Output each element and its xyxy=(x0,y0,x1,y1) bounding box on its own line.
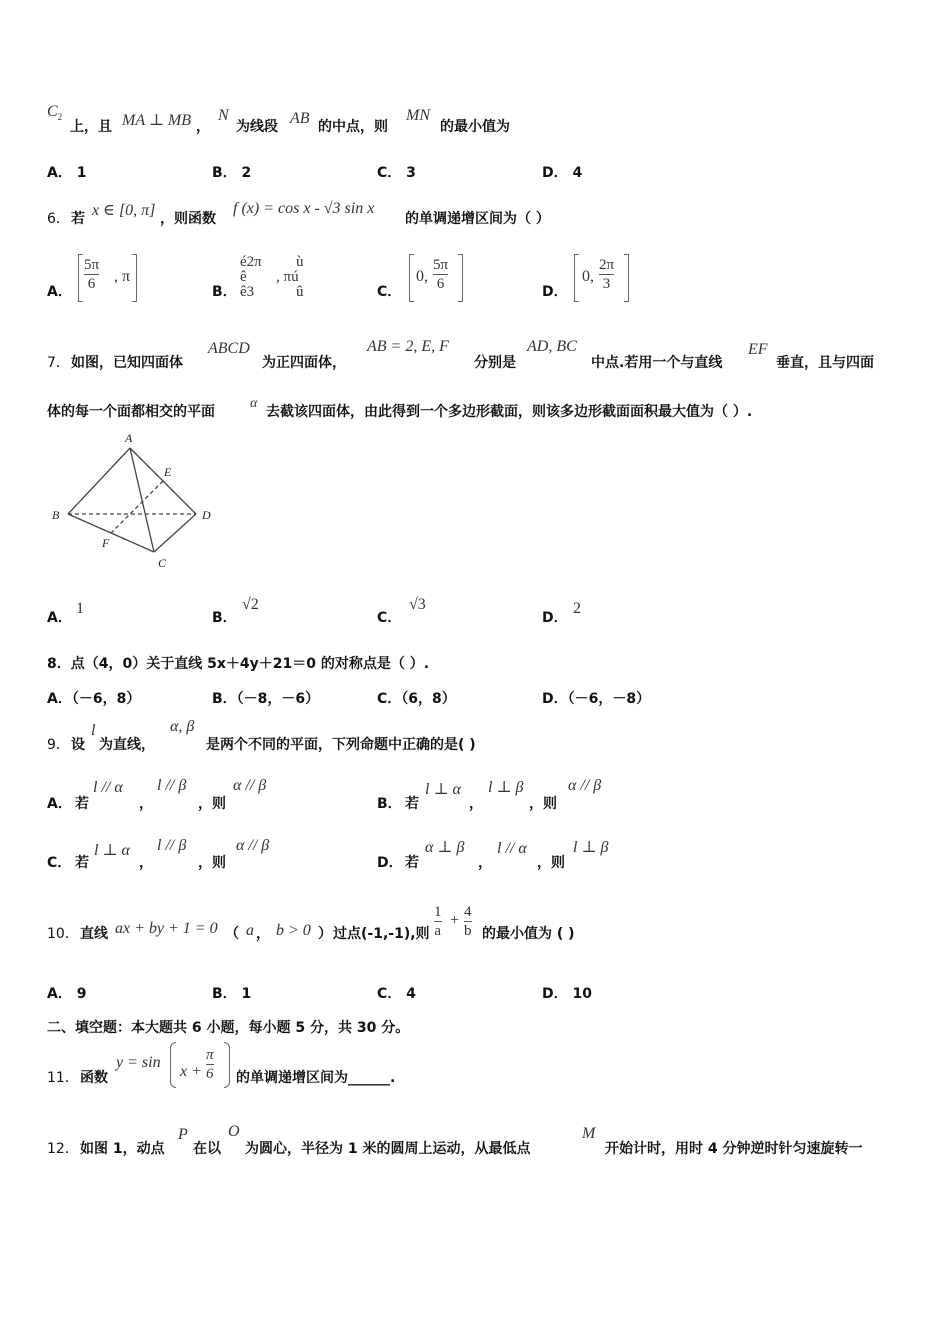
q5-comma: ， xyxy=(196,119,210,135)
q12-text-3: 为圆心，半径为 1 米的圆周上运动，从最低点 xyxy=(245,1141,531,1157)
q5-option-c[interactable]: C． 3 xyxy=(377,165,416,181)
label-f: F xyxy=(102,536,110,550)
q5-text-4: 的最小值为 xyxy=(440,119,510,135)
label-c: C xyxy=(158,556,167,570)
edge-cd xyxy=(154,514,196,552)
q5-text-3: 的中点，则 xyxy=(318,119,388,135)
q5-option-b[interactable]: B． 2 xyxy=(212,165,252,181)
q6-a-fraction: 5π 6 xyxy=(84,257,100,292)
q8-option-a[interactable]: A．（－6，8） xyxy=(47,691,141,707)
q12-text-2: 在以 xyxy=(193,1141,221,1157)
q6-b-row-2: ê xyxy=(240,269,247,285)
q12-text-1: 如图 1，动点 xyxy=(80,1141,165,1157)
math-ab: AB xyxy=(290,110,310,127)
math-n: N xyxy=(218,107,229,124)
q9-text-2: 为直线， xyxy=(99,737,155,753)
label-e: E xyxy=(164,465,172,479)
q9-number: 9． xyxy=(47,737,70,753)
q12-text-4: 开始计时，用时 4 分钟逆时针匀速旋转一 xyxy=(605,1141,863,1157)
q10-text-2: 过点(-1,-1),则 xyxy=(333,926,430,942)
q7-option-a-value: 1 xyxy=(76,600,84,617)
q6-option-d-label: D． xyxy=(542,284,568,300)
label-b: B xyxy=(52,508,60,522)
label-a: A xyxy=(125,431,133,445)
math-ef: EF xyxy=(748,341,768,358)
q6-a-tail: , π xyxy=(114,268,131,285)
math-x-in-interval: x ∈ [0, π] xyxy=(92,202,156,219)
q10-option-a[interactable]: A． 9 xyxy=(47,986,87,1002)
q10-plus: + xyxy=(450,912,460,929)
edge-ac xyxy=(130,448,154,552)
q7-option-b[interactable]: B． xyxy=(212,610,237,626)
q7-text-6: 体的每一个面都相交的平面 xyxy=(47,404,215,420)
q12-number: 12． xyxy=(47,1141,79,1157)
q6-d-fraction: 2π 3 xyxy=(599,257,615,292)
math-abcd: ABCD xyxy=(208,340,250,357)
q7-text-4: 中点.若用一个与直线 xyxy=(591,355,723,371)
q8-option-c[interactable]: C．（6，8） xyxy=(377,691,456,707)
q5-option-a[interactable]: A． 1 xyxy=(47,165,87,181)
q5-text-1: 上，且 xyxy=(70,119,112,135)
q6-b-right-1: ù xyxy=(296,254,304,270)
q11-number: 11． xyxy=(47,1070,79,1086)
q6-c-fraction: 5π 6 xyxy=(433,257,449,292)
math-ad-bc: AD, BC xyxy=(527,338,577,355)
edge-ab xyxy=(68,448,130,514)
q10-fraction-2: 4 b xyxy=(464,904,472,939)
q7-option-b-value: √2 xyxy=(242,596,259,613)
math-c2: $C_2$ xyxy=(47,103,63,123)
tetrahedron-figure xyxy=(46,430,226,575)
q7-option-c[interactable]: C． xyxy=(377,610,402,626)
math-alpha: α xyxy=(250,396,258,411)
q8-stem: 8．点（4，0）关于直线 5x＋4y＋21＝0 的对称点是（ ）. xyxy=(47,656,430,672)
math-p: P xyxy=(178,1126,188,1143)
q7-option-c-value: √3 xyxy=(409,596,426,613)
math-ma-perp-mb: MA ⊥ MB xyxy=(122,112,191,129)
q7-text-1: 如图，已知四面体 xyxy=(71,355,183,371)
q6-b-tail: , πú xyxy=(276,269,299,285)
q11-text-1: 函数 xyxy=(80,1070,108,1086)
q9-text-3: 是两个不同的平面，下列命题中正确的是( ) xyxy=(206,737,476,753)
q6-text-3: 的单调递增区间为（ ） xyxy=(405,211,550,227)
math-m: M xyxy=(582,1125,596,1142)
q6-text-2: ，则函数 xyxy=(160,211,216,227)
math-mn: MN xyxy=(406,107,430,124)
q7-option-d-value: 2 xyxy=(573,600,581,617)
q6-c-head: 0, xyxy=(416,268,428,285)
q6-b-right-3: û xyxy=(296,284,304,300)
q6-d-head: 0, xyxy=(582,268,594,285)
q6-text-1: 若 xyxy=(71,211,85,227)
math-a: a xyxy=(246,922,254,939)
math-l: l xyxy=(91,722,96,739)
math-y-sin: y = sin xyxy=(116,1054,161,1071)
math-x-plus: x + xyxy=(180,1063,202,1080)
q8-option-d[interactable]: D．（－6，－8） xyxy=(542,691,651,707)
q11-fraction: π 6 xyxy=(206,1047,214,1082)
segment-ef-hidden xyxy=(111,481,163,533)
q10-text-1: 直线 xyxy=(80,926,108,942)
q6-b-row-1: é2π xyxy=(240,254,262,270)
q11-text-2: 的单调递增区间为______. xyxy=(236,1070,396,1086)
q5-text-2: 为线段 xyxy=(236,119,278,135)
q7-option-d[interactable]: D． xyxy=(542,610,568,626)
q7-text-3: 分别是 xyxy=(474,355,516,371)
q5-option-d[interactable]: D． 4 xyxy=(542,165,583,181)
q10-text-3: 的最小值为 ( ) xyxy=(482,926,575,942)
q10-number: 10． xyxy=(47,926,79,942)
q10-option-c[interactable]: C． 4 xyxy=(377,986,416,1002)
q6-b-row-3: ê3 xyxy=(240,284,255,300)
q7-text-2: 为正四面体， xyxy=(262,355,346,371)
q6-option-b-label: B． xyxy=(212,284,237,300)
q7-option-a[interactable]: A． xyxy=(47,610,72,626)
math-function: f (x) = cos x - √3 sin x xyxy=(233,200,375,217)
math-b-gt-0: b > 0 xyxy=(276,922,311,939)
q7-text-5: 垂直，且与四面 xyxy=(776,355,874,371)
q6-number: 6． xyxy=(47,211,70,227)
q6-option-a-label: A． xyxy=(47,284,72,300)
q10-option-d[interactable]: D． 10 xyxy=(542,986,592,1002)
q10-option-b[interactable]: B． 1 xyxy=(212,986,252,1002)
math-ab-eq-2: AB = 2, E, F xyxy=(367,338,449,355)
q7-text-7: 去截该四面体，由此得到一个多边形截面，则该多边形截面面积最大值为（ ）. xyxy=(266,404,753,420)
math-line-eq: ax + by + 1 = 0 xyxy=(115,920,218,937)
q10-fraction-1: 1 a xyxy=(434,904,442,939)
q6-option-c-label: C． xyxy=(377,284,402,300)
math-o: O xyxy=(228,1123,240,1140)
math-alpha-beta: α, β xyxy=(170,718,195,735)
section-heading-fill-in: 二、填空题：本大题共 6 小题，每小题 5 分，共 30 分。 xyxy=(47,1020,410,1036)
q9-text-1: 设 xyxy=(71,737,85,753)
q8-option-b[interactable]: B．（－8，－6） xyxy=(212,691,320,707)
q7-number: 7． xyxy=(47,355,70,371)
label-d: D xyxy=(202,508,211,522)
